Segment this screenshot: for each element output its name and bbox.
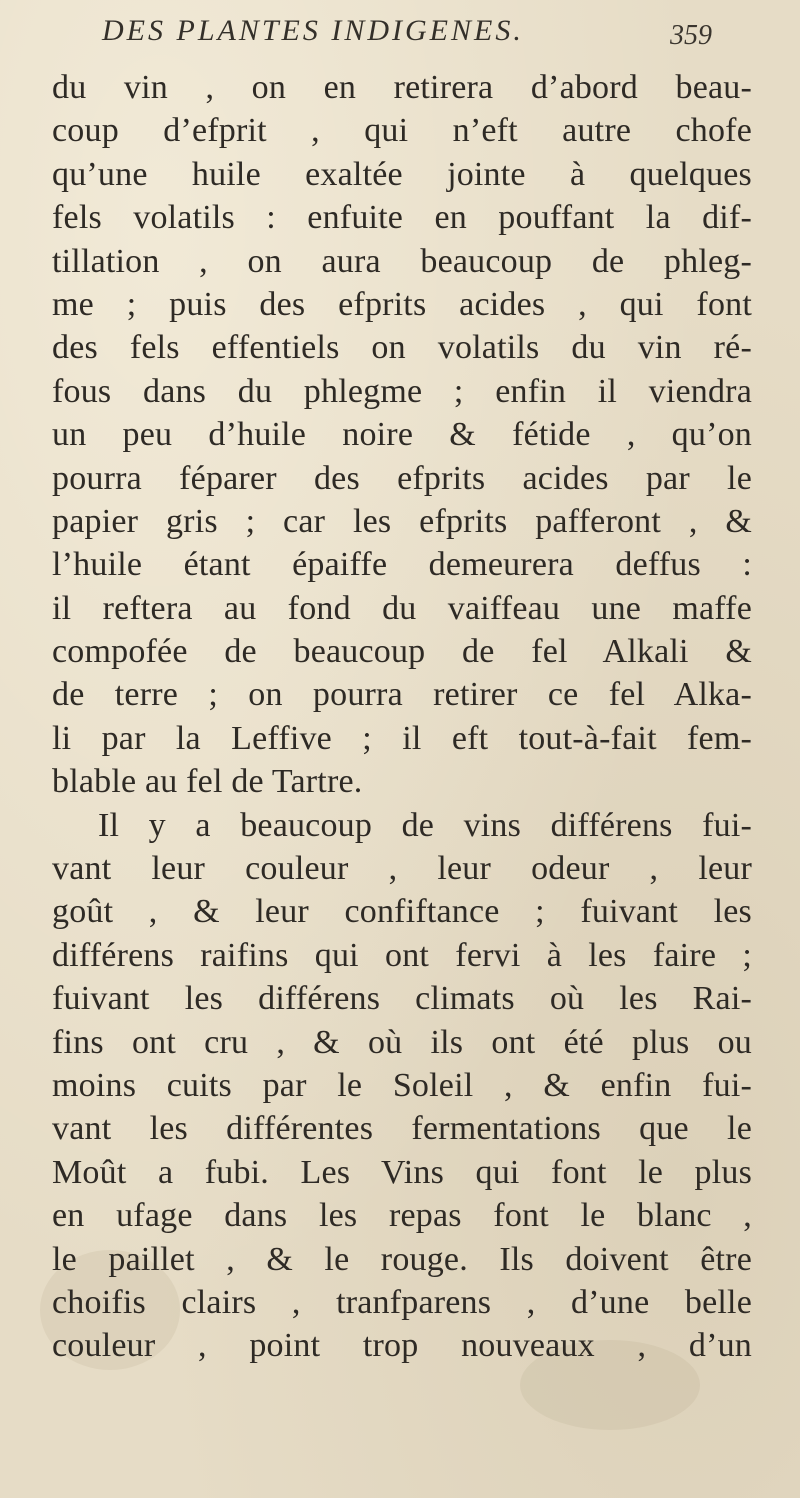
text-line: Moût a fubi. Les Vins qui font le plus — [52, 1153, 752, 1191]
text-line: il reftera au fond du vaiffeau une maffe — [52, 589, 752, 627]
text-line: fels volatils : enfuite en pouffant la dif- — [52, 199, 752, 237]
text-line: moins cuits par le Soleil , & enfin fui- — [52, 1066, 752, 1104]
text-line: de terre ; on pourra retirer ce fel Alka- — [52, 676, 752, 714]
text-line: li par la Leffive ; il eft tout-à-fait fem- — [52, 719, 752, 757]
text-line: un peu d’huile noire & fétide , qu’on — [52, 416, 752, 454]
text-line: fuivant les différens climats où les Rai- — [52, 980, 752, 1018]
text-line: pourra féparer des efprits acides par le — [52, 459, 752, 497]
text-line: couleur , point trop nouveaux , d’un — [52, 1327, 752, 1365]
text-line: coup d’efprit , qui n’eft autre chofe — [52, 112, 752, 150]
text-line: différens raifins qui ont fervi à les faire ; — [52, 936, 752, 974]
text-line: me ; puis des efprits acides , qui font — [52, 285, 752, 323]
text-line: en ufage dans les repas font le blanc , — [52, 1197, 752, 1235]
text-line: du vin , on en retirera d’abord beau- — [52, 69, 752, 106]
text-line: fins ont cru , & où ils ont été plus ou — [52, 1023, 752, 1061]
text-line: choifis clairs , tranfparens , d’une belle — [52, 1283, 752, 1321]
body-text — [52, 66, 752, 1368]
text-line: vant leur couleur , leur odeur , leur — [52, 850, 752, 888]
page-number: 359 — [670, 20, 712, 51]
text-line: Il y a beaucoup de vins différens fui- — [98, 806, 752, 844]
text-line: qu’une huile exaltée jointe à quelques — [52, 155, 752, 193]
text-line: compofée de beaucoup de fel Alkali & — [52, 633, 752, 671]
text-line: goût , & leur confiftance ; fuivant les — [52, 893, 752, 931]
text-line: le paillet , & le rouge. Ils doivent être — [52, 1240, 752, 1278]
text-line: l’huile étant épaiffe demeurera deffus : — [52, 546, 752, 584]
paragraph-2 — [52, 804, 752, 1368]
text-line: vant les différentes fermentations que le — [52, 1110, 752, 1148]
text-line: des fels effentiels on volatils du vin ré- — [52, 329, 752, 367]
paragraph-1 — [52, 66, 752, 804]
text-line: papier gris ; car les efprits pafferont , & — [52, 502, 752, 540]
text-line: blable au fel de Tartre. — [52, 763, 363, 801]
text-line: tillation , on aura beaucoup de phleg- — [52, 242, 752, 280]
running-head-title: DES PLANTES INDIGENES. — [102, 14, 524, 47]
text-line: fous dans du phlegme ; enfin il viendra — [52, 372, 752, 410]
